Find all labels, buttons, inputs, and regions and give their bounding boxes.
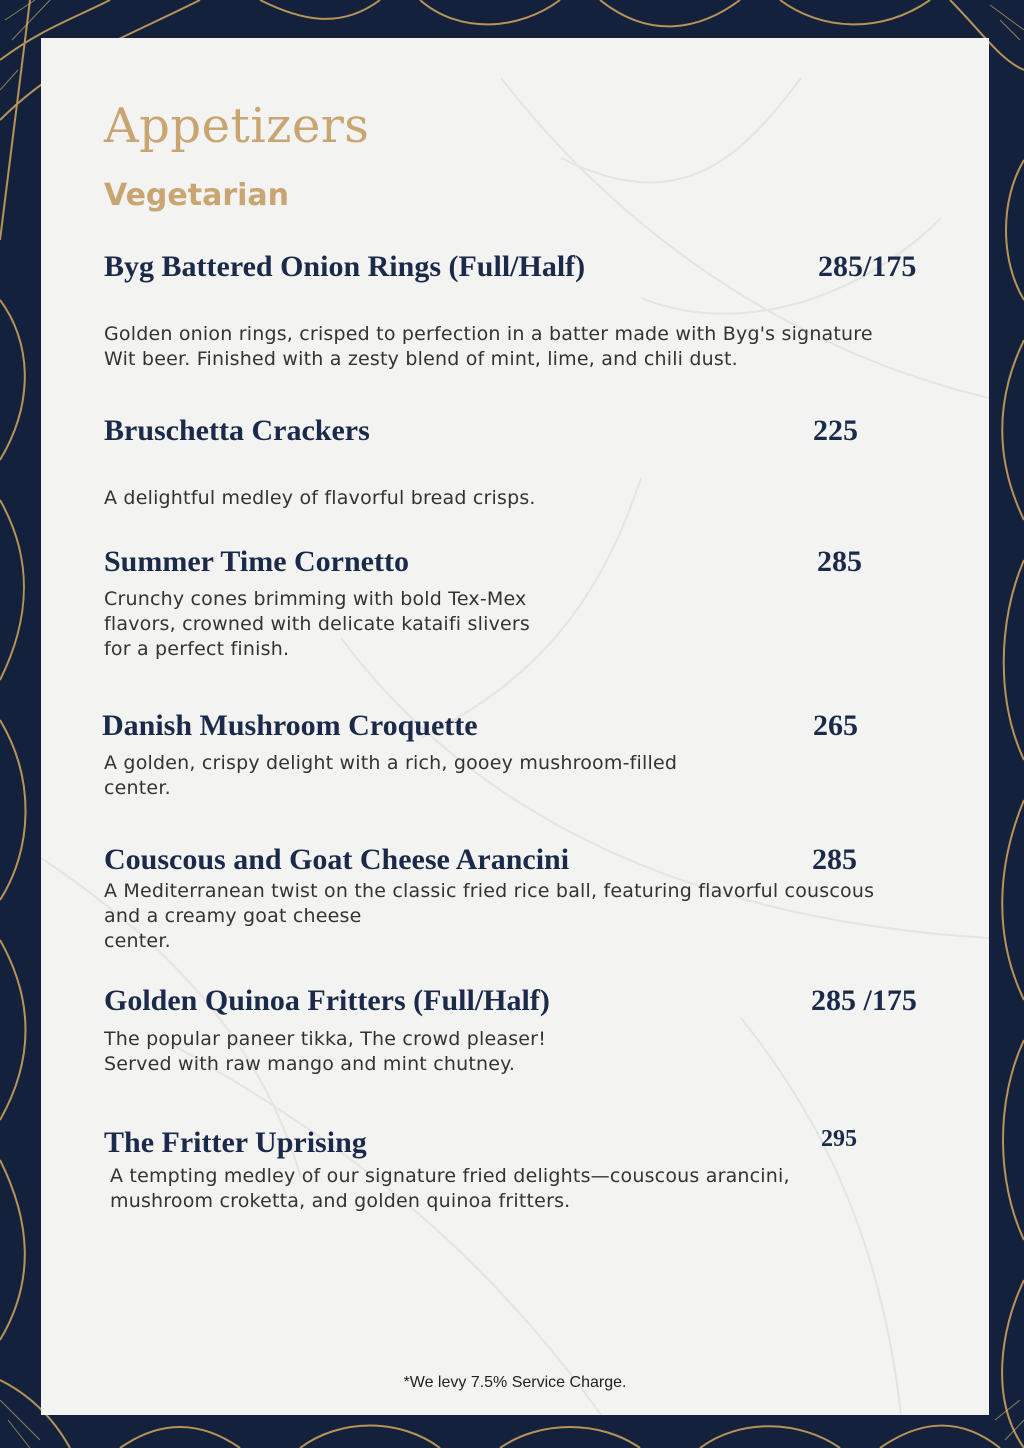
item-description-line: A golden, crispy delight with a rich, gooey mushroom-filled — [104, 752, 678, 774]
item-name: Golden Quinoa Fritters (Full/Half) — [104, 984, 550, 1017]
item-description — [104, 879, 874, 954]
menu-panel — [41, 38, 989, 1415]
item-description-line: for a perfect finish. — [104, 638, 290, 660]
item-description-line: Crunchy cones brimming with bold Tex-Mex — [104, 588, 527, 610]
item-description-line: Golden onion rings, crisped to perfection in a batter made with Byg's signature — [104, 323, 873, 345]
item-description-line: Served with raw mango and mint chutney. — [104, 1053, 516, 1075]
item-description — [104, 322, 873, 372]
item-name: Danish Mushroom Croquette — [102, 709, 478, 742]
item-description-line: center. — [104, 930, 171, 952]
item-description-line: A delightful medley of flavorful bread crisps. — [104, 487, 536, 509]
item-description — [110, 1164, 790, 1214]
item-description-line: flavors, crowned with delicate kataifi slivers — [104, 613, 531, 635]
item-description-line: Wit beer. Finished with a zesty blend of mint, lime, and chili dust. — [104, 348, 738, 370]
item-price: 285/175 — [818, 250, 917, 283]
item-description-line: center. — [104, 777, 171, 799]
service-charge-note: *We levy 7.5% Service Charge. — [403, 1374, 627, 1391]
item-description-line: The popular paneer tikka, The crowd pleaser! — [104, 1028, 547, 1050]
item-description — [104, 751, 677, 801]
item-price: 265 — [813, 709, 858, 742]
item-price: 285 /175 — [811, 984, 917, 1017]
menu-subheading: Vegetarian — [104, 178, 290, 213]
item-price: 285 — [812, 843, 857, 876]
item-description-line: mushroom croketta, and golden quinoa fritters. — [110, 1190, 571, 1212]
item-name: Bruschetta Crackers — [104, 414, 370, 447]
item-name: Byg Battered Onion Rings (Full/Half) — [104, 250, 586, 283]
item-name: Summer Time Cornetto — [104, 545, 409, 578]
item-price: 225 — [813, 414, 858, 447]
item-description — [104, 486, 536, 511]
item-name: Couscous and Goat Cheese Arancini — [104, 843, 570, 876]
item-description-line: A tempting medley of our signature fried delights—couscous arancini, — [110, 1165, 790, 1187]
item-description — [104, 587, 530, 662]
item-price: 285 — [817, 545, 862, 578]
item-description-line: and a creamy goat cheese — [104, 905, 362, 927]
menu-heading: Appetizers — [104, 98, 370, 154]
item-price: 295 — [821, 1126, 857, 1152]
item-description — [104, 1027, 546, 1077]
item-name: The Fritter Uprising — [104, 1126, 367, 1159]
item-description-line: A Mediterranean twist on the classic fried rice ball, featuring flavorful couscous — [104, 880, 875, 902]
